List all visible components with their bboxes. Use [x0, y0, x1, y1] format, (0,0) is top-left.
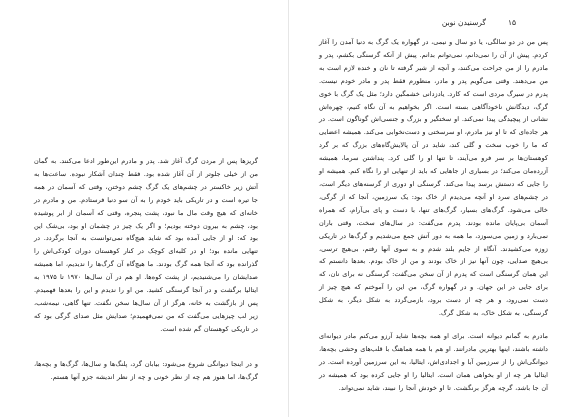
page-header: [311, 18, 556, 32]
right-paragraph-1: پس من در دو سالگی، یا دو سال و نیمی، در گهواره یک گرگ به دنیا آمدن را آغاز کردم. پیش از آن را نمی‌دانم، نمی‌توانم بدانم. پیش از آنکه گرسنگی بکشم، پدر و مادرم را از من جراحت می‌کنند، و آنچه از شیر گرفته تا نان و خنده لازم است به من می‌دهند. وقتی می‌گویم پدر و مادر، منظورم فقط پدر و مادر خودم نیست. پدرم در سیرگ مردی است که کارد. یادزدانی خشمگین دارد؛ مثل یک گرگ با خوی گرگ، دیدگانش ناخودآگاهی بسته است. اگر بخواهیم به آن نگاه کنیم، چهره‌اش نشانی از پیچیدگی پیدا نمی‌کند. او سختگیر و بزرگ و جنسی‌اش گوناگون است. در هر جاده‌ای که تا او نیز مادرم، او سرسختی و دست‌نخوابی می‌کند. همیشه اعضایی که ما را خوب سخت و گلی کند، شاید در آن پالایش‌گاه‌های بزرگ که بر گرد کوهستان‌ها بر سر فرو می‌آیند، تا تنها او را گلی کرد. پنداشتن سرما، همیشه آزرده‌مان می‌کند؛ در بسیاری از جاهایی که باید از تنهایی او را نگاه کنم. همیشه او را جایی که دستش برسد پیدا می‌کند. گرسنگی او دوری از گرسنه‌های دیگر است، در چشم‌های سرد او آنچه می‌دیدم از خاک بود: یک سرزمین، آنجا که از گرگی، خالی می‌شود. گرگ‌های بسیار، گرگ‌های تنها، با دست و پای بی‌آرام، که همراه آسمان بی‌پایان مانده بودند. پدرم می‌گفت: در سال‌های سخت، وقتی باران نمی‌بارد و زمین می‌سوزد، ما همه به دور آتش جمع می‌شدیم و گرگ‌ها در تاریکی زوزه می‌کشیدند. آنگاه از جایم بلند شدم و به سوی آنها رفتم، بی‌هیچ ترسی، بی‌هیچ صدایی، چون آنها نیز از خاک بودند و من از خاک بودم. بعدها دانستم که این همان گرسنگی است که پدرم از آن سخن می‌گفت: گرسنگی نه برای نان، که برای جایی در این جهان. و در گهواره گرگ، من این را آموختم که هیچ چیز از دست نمی‌رود، و هر چه از دست برود، بازمی‌گردد به شکل دیگر، به شکل گرسنگی، به شکل خاک، به شکل گرگ.: [319, 38, 548, 318]
right-page: [289, 0, 578, 417]
running-title: گرسنیدن نوبن: [441, 18, 486, 27]
page-number: ۱۵: [507, 18, 516, 27]
left-paragraph-1: گریزها پس از مردن گرگ آغاز شد. پدر و مادرم این‌طور ادعا می‌کنند. به گمان من از خیلی جلوتر از آن آغاز شده بود. فقط چندان آشکار نبوده. ساعت‌ها به آتش زیر خاکستر در چشم‌های یک گرگ چشم دوختن، وقتی که آسمان در همه جا تیره است و در تاریکی باید خودم را به آن سو دنیا فرستادم. من و مادرم در خانه‌ای که هیچ وقت مال ما نبود، پشت پنجره، وقتی که آسمان از ابر پوشیده بود، چشم به بیرون دوخته بودیم؛ و اگر یک چیز در چشمان او بود، بی‌شک این بود که: او از جایی آمده بود که شاید هیچ‌گاه نمی‌توانست به آنجا برگردد. در تنهایی مانده بود؛ او در کلبه‌ای کوچک در کنار کوهستان دوران کودکی‌اش را گذرانده بود که آنجا همه گرگ بودند. ما هیچ‌گاه آن گرگ‌ها را ندیدیم، اما همیشه صدایشان را می‌شنیدیم، از پشت کوه‌ها. او هم در آن سال‌ها ۱۹۷۰ تا ۱۹۷۵ به ایتالیا برگشت و در آنجا گرسنگی کشید. من او را ندیدم و این را بعدها فهمیدم. پس از بازگشت به خانه، هرگز از آن سال‌ها سخن نگفت. تنها گاهی، نیمه‌شب، زیر لب چیزهایی می‌گفت که من نمی‌فهمیدم؛ صدایش مثل صدای گرگی بود که در تاریکی کوهستان گم شده است.: [34, 157, 258, 333]
left-paragraph-2: و در اینجا دیوانگی شروع می‌شود: بیابان گرد، پلنگ‌ها و سال‌ها، گرگ‌ها و بچه‌ها، گرگ‌ها، اما هنوز هم چه از نظر خونی و چه از نظر اندیشه جزو آنها هستم.: [34, 360, 258, 381]
right-paragraph-2: مادرم به گمانم دیوانه است. برای او همه بچه‌ها شاید آرزو می‌کنم مادر دیوانه‌ای داشته باشند، اینها بهترین مادرانند. او هم با همه هماهنگ با قلب‌های وحشی بچه‌ها، دیوانگی‌اش را از سرزمین آبا و اجدادی‌اش، ایتالیا، به این سرزمین آورده است. در ایتالیا هر چه از او بخواهی همان است. ایتالیا را او جایی کرده بود که همیشه در آن جا باشد، گرچه هرگز برنگشت. تا او خودش آنجا را نبیند، شاید نمی‌تواند.: [319, 332, 548, 392]
